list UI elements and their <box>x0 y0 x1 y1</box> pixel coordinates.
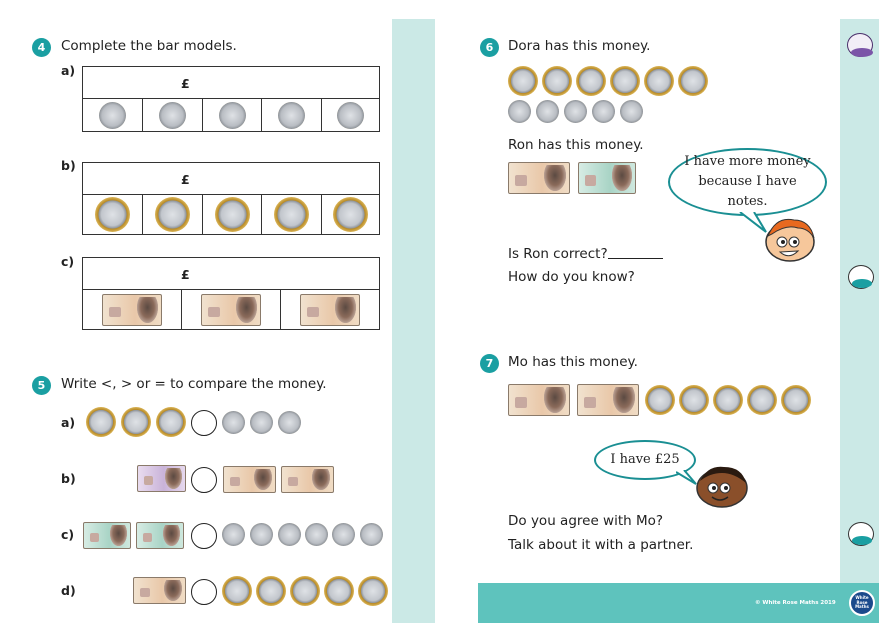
coin-icon <box>644 66 674 96</box>
coin-icon <box>86 407 116 437</box>
question-6-ron-text: Ron has this money. <box>508 137 644 153</box>
coin-icon <box>536 100 559 123</box>
coin-icon <box>250 523 273 546</box>
coin-icon <box>99 102 126 129</box>
q4b-part <box>83 195 143 234</box>
question-4-prompt: Complete the bar models. <box>61 38 237 54</box>
coin-icon <box>747 385 777 415</box>
q4b-part <box>203 195 262 234</box>
coin-icon <box>222 523 245 546</box>
white-rose-maths-logo <box>849 590 875 616</box>
q4b-bar-parts <box>82 194 380 235</box>
ten-pound-note-icon <box>508 384 570 416</box>
speech-bubble-shadow-icon <box>852 536 872 545</box>
coin-icon <box>508 100 531 123</box>
ron-speech-bubble <box>668 148 827 216</box>
q4b-label: b) <box>61 158 76 173</box>
q4c-part <box>83 290 182 329</box>
left-side-strip <box>392 19 435 623</box>
q4c-part <box>182 290 281 329</box>
ten-pound-note-icon <box>133 577 186 604</box>
q4a-bar-parts <box>82 98 380 132</box>
five-pound-note-icon <box>136 522 184 549</box>
q4a-part <box>83 99 143 131</box>
coin-icon <box>333 197 368 232</box>
coin-icon <box>219 102 246 129</box>
question-7-prompt: Mo has this money. <box>508 354 638 370</box>
ten-pound-note-icon <box>102 294 162 326</box>
q4a-part <box>322 99 379 131</box>
coin-icon <box>713 385 743 415</box>
coin-icon <box>305 523 328 546</box>
q4b-part <box>262 195 322 234</box>
coin-icon <box>278 523 301 546</box>
mo-speech-text: I have £25 <box>610 452 680 467</box>
q5a-compare-circle[interactable] <box>191 410 217 436</box>
twenty-pound-note-icon <box>137 465 186 492</box>
coin-icon <box>332 523 355 546</box>
q4c-pound-label: £ <box>181 267 190 282</box>
question-4-number: 4 <box>32 38 51 57</box>
question-7-q2: Talk about it with a partner. <box>508 537 694 553</box>
five-pound-note-icon <box>83 522 131 549</box>
ten-pound-note-icon <box>577 384 639 416</box>
question-5-number: 5 <box>32 376 51 395</box>
coin-icon <box>678 66 708 96</box>
q4a-part <box>143 99 203 131</box>
question-5-prompt: Write <, > or = to compare the money. <box>61 376 327 392</box>
coin-icon <box>337 102 364 129</box>
ten-pound-note-icon <box>201 294 261 326</box>
coin-icon <box>576 66 606 96</box>
q5d-label: d) <box>61 583 76 598</box>
ten-pound-note-icon <box>281 466 334 493</box>
q4c-part <box>281 290 379 329</box>
q4b-bar-whole <box>82 162 380 195</box>
question-6-prompt: Dora has this money. <box>508 38 651 54</box>
mo-character-icon <box>694 463 750 509</box>
answer-line[interactable] <box>608 258 663 259</box>
coin-icon <box>542 66 572 96</box>
q4b-part <box>143 195 203 234</box>
coin-icon <box>274 197 309 232</box>
coin-icon <box>679 385 709 415</box>
coin-icon <box>278 102 305 129</box>
ron-speech-text: I have more money because I have notes. <box>684 154 811 209</box>
question-6-q1: Is Ron correct? <box>508 246 608 262</box>
q4a-label: a) <box>61 63 76 78</box>
five-pound-note-icon <box>578 162 636 194</box>
ten-pound-note-icon <box>508 162 570 194</box>
question-6-number: 6 <box>480 38 499 57</box>
q5b-compare-circle[interactable] <box>191 467 217 493</box>
q4a-part <box>203 99 262 131</box>
coin-icon <box>222 576 252 606</box>
coin-icon <box>645 385 675 415</box>
right-side-strip <box>840 19 879 583</box>
coin-icon <box>121 407 151 437</box>
ten-pound-note-icon <box>300 294 360 326</box>
coin-icon <box>155 197 190 232</box>
coin-icon <box>620 100 643 123</box>
q5d-compare-circle[interactable] <box>191 579 217 605</box>
coin-icon <box>358 576 388 606</box>
coin-icon <box>159 102 186 129</box>
ten-pound-note-icon <box>223 466 276 493</box>
q4a-pound-label: £ <box>181 76 190 91</box>
ron-character-icon <box>762 214 818 262</box>
coin-icon <box>215 197 250 232</box>
logo-text: White Rose Maths <box>855 595 869 610</box>
coin-icon <box>250 411 273 434</box>
speech-bubble-shadow-icon <box>852 279 872 288</box>
q5b-label: b) <box>61 471 76 486</box>
q4a-bar-whole <box>82 66 380 99</box>
coin-icon <box>256 576 286 606</box>
coin-icon <box>290 576 320 606</box>
q4b-part <box>322 195 379 234</box>
q4c-label: c) <box>61 254 75 269</box>
coin-icon <box>508 66 538 96</box>
footer-bar <box>478 583 879 623</box>
coin-icon <box>324 576 354 606</box>
q4c-bar-parts <box>82 289 380 330</box>
q5c-compare-circle[interactable] <box>191 523 217 549</box>
q4a-part <box>262 99 322 131</box>
q5a-label: a) <box>61 415 76 430</box>
q4b-pound-label: £ <box>181 172 190 187</box>
coin-icon <box>592 100 615 123</box>
coin-icon <box>278 411 301 434</box>
q4c-bar-whole <box>82 257 380 290</box>
thought-bubble-shadow-icon <box>851 48 873 57</box>
coin-icon <box>360 523 383 546</box>
coin-icon <box>610 66 640 96</box>
coin-icon <box>222 411 245 434</box>
question-6-q2: How do you know? <box>508 269 635 285</box>
footer-copyright: © White Rose Maths 2019 <box>755 600 836 606</box>
coin-icon <box>95 197 130 232</box>
coin-icon <box>781 385 811 415</box>
coin-icon <box>156 407 186 437</box>
question-7-q1: Do you agree with Mo? <box>508 513 664 529</box>
coin-icon <box>564 100 587 123</box>
question-7-number: 7 <box>480 354 499 373</box>
q5c-label: c) <box>61 527 75 542</box>
